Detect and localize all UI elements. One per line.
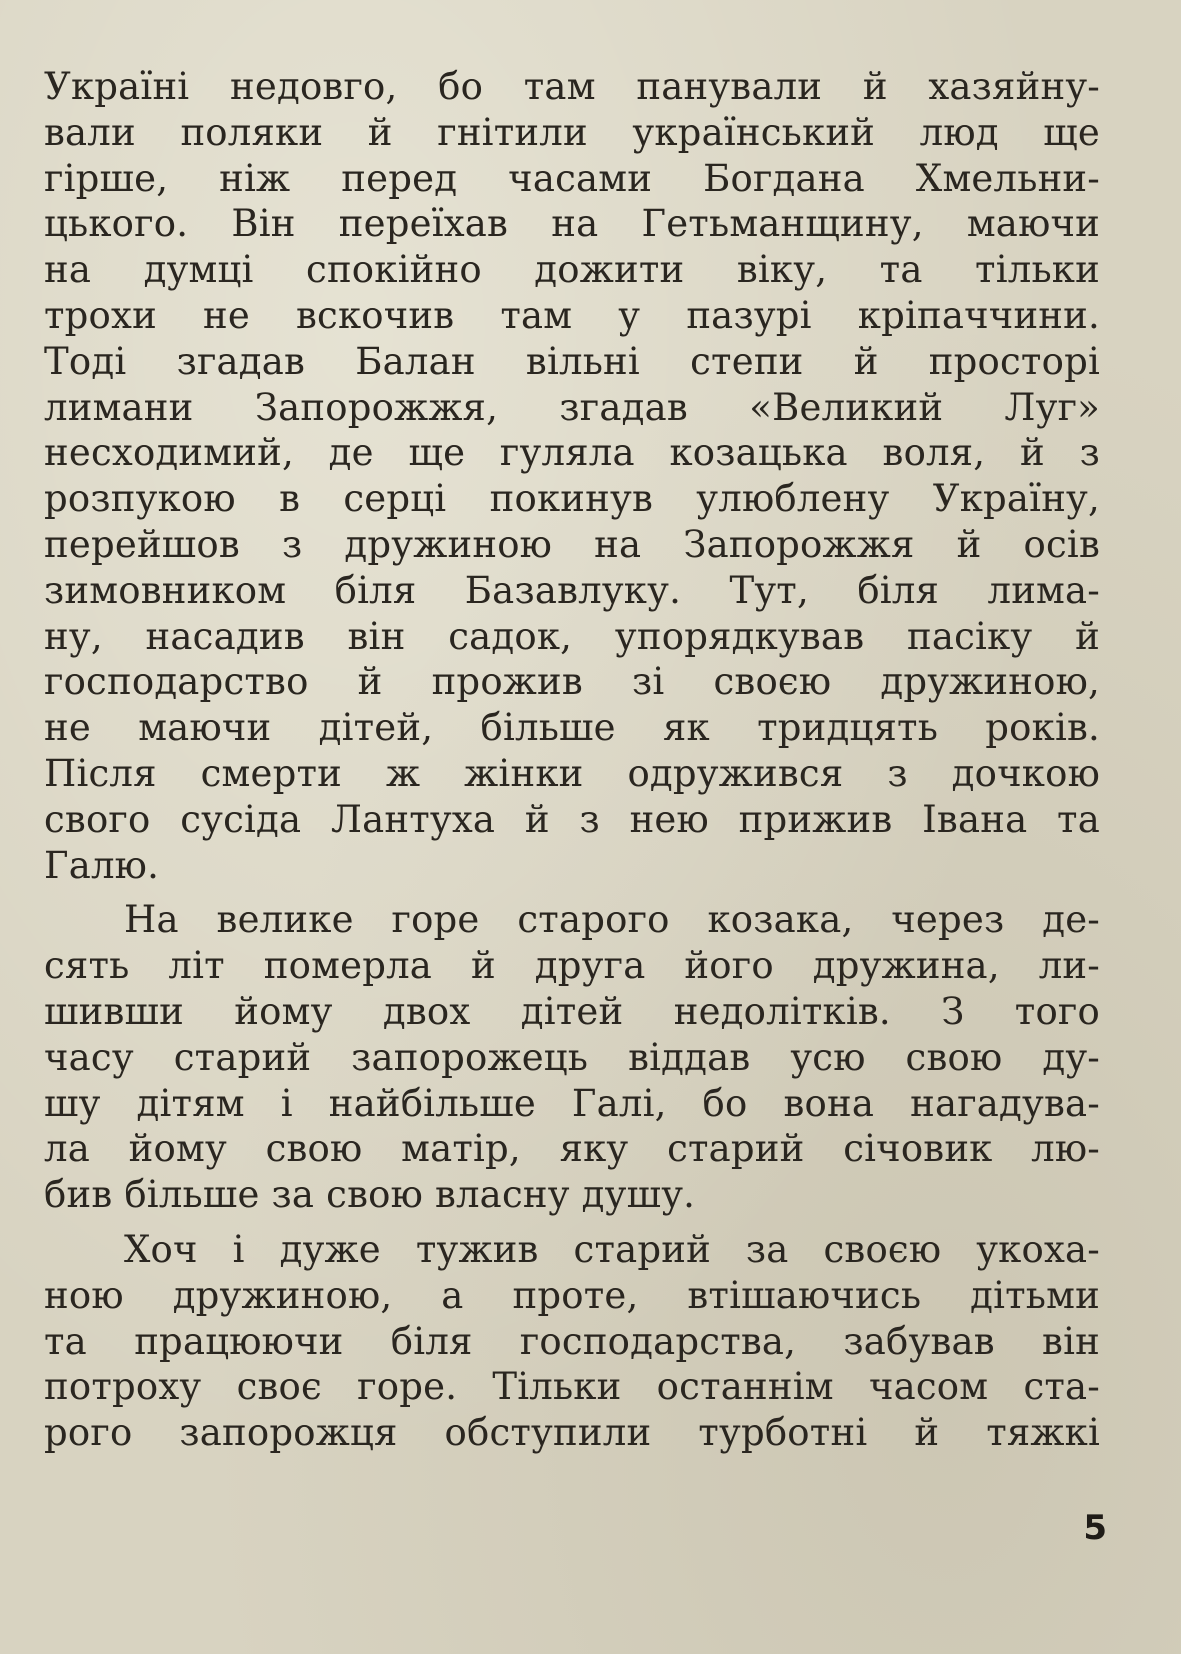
text-line: Україні недовго, бо там панували й хазяйну-: [44, 65, 1100, 108]
text-line: ла йому свою матір, яку старий січовик лю-: [44, 1127, 1100, 1171]
text-line: ну, насадив він садок, упорядкував пасіку й: [44, 614, 1100, 658]
text-line: Після смерти ж жінки одружився з дочкою: [44, 751, 1100, 795]
text-line: ною дружиною, а проте, втішаючись дітьми: [44, 1273, 1100, 1317]
text-line: гірше, ніж перед часами Богдана Хмельни-: [44, 156, 1100, 200]
text-line: сять літ померла й друга його дружина, ли-: [44, 944, 1100, 988]
paragraph-2: [44, 897, 1100, 1218]
text-line: На велике горе старого козака, через де-: [124, 898, 1100, 942]
text-line: трохи не вскочив там у пазурі кріпаччини.: [44, 293, 1100, 337]
text-line: шу дітям і найбільше Галі, бо вона нагадува-: [44, 1081, 1100, 1125]
text-line: несходимий, де ще гуляла козацька воля, й з: [44, 431, 1100, 475]
page-number: 5: [1083, 1508, 1107, 1548]
text-line: розпукою в серці покинув улюблену Україну,: [44, 477, 1100, 521]
text-line: на думці спокійно дожити віку, та тільки: [44, 248, 1100, 292]
text-line: свого сусіда Лантуха й з нею прижив Івана та: [44, 797, 1100, 841]
text-line: та працюючи біля господарства, забував він: [44, 1319, 1100, 1363]
text-line: шивши йому двох дітей недолітків. З того: [44, 989, 1100, 1033]
text-line: лимани Запорожжя, згадав «Великий Луг»: [44, 385, 1100, 429]
text-line: бив більше за свою власну душу.: [44, 1173, 696, 1217]
text-line: перейшов з дружиною на Запорожжя й осів: [44, 522, 1100, 566]
text-line: Хоч і дуже тужив старий за своєю укоха-: [124, 1227, 1100, 1271]
text-line: Тоді згадав Балан вільні степи й просторі: [44, 339, 1100, 383]
text-line: потроху своє горе. Тільки останнім часом ста-: [44, 1365, 1100, 1409]
paragraph-3: [44, 1227, 1100, 1456]
body-text: [44, 64, 1100, 1456]
text-line: не маючи дітей, більше як тридцять років.: [44, 706, 1100, 750]
text-line: вали поляки й гнітили український люд ще: [44, 110, 1100, 154]
text-line: Галю.: [44, 843, 160, 887]
text-line: цького. Він переїхав на Гетьманщину, маючи: [44, 202, 1100, 246]
text-line: рого запорожця обступили турботні й тяжкі: [44, 1411, 1100, 1455]
text-line: господарство й прожив зі своєю дружиною,: [44, 660, 1100, 704]
text-line: часу старий запорожець віддав усю свою ду-: [44, 1035, 1100, 1079]
text-line: зимовником біля Базавлуку. Тут, біля лима-: [44, 568, 1100, 612]
paragraph-1: [44, 64, 1100, 888]
